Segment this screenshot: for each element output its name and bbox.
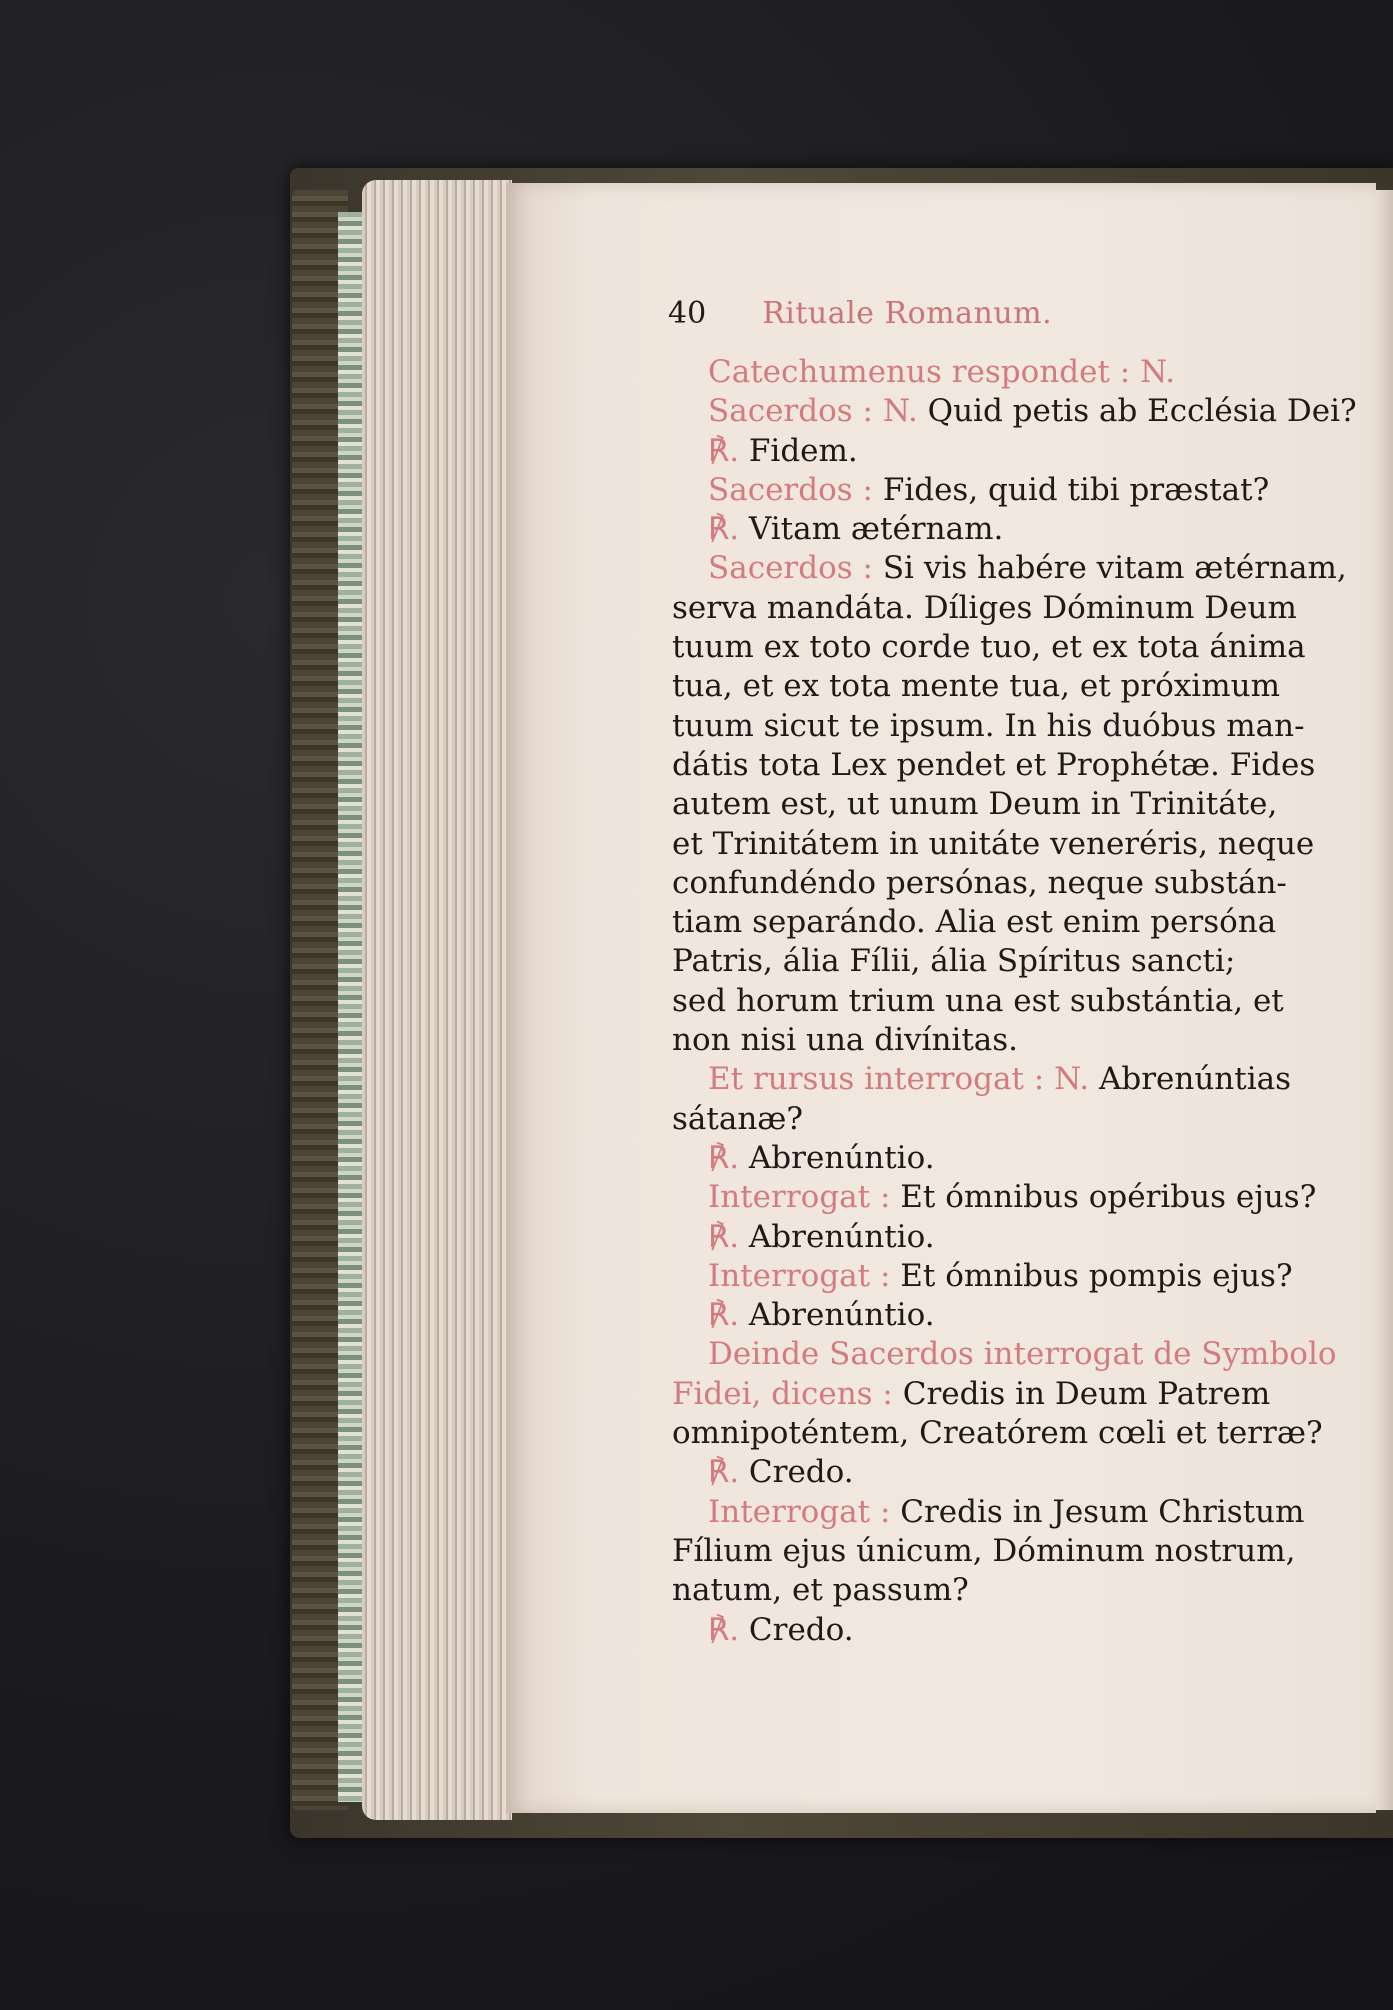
rubric-text: Interrogat : (708, 1179, 891, 1216)
rubric-text: ℟. (708, 432, 740, 469)
body-text: Fides, quid tibi præstat? (872, 471, 1270, 508)
text-line (672, 1021, 1372, 1060)
text-line (672, 1257, 1372, 1296)
text-line (672, 1414, 1372, 1453)
marbled-edge (338, 212, 364, 1802)
rubric-text: Catechumenus respondet : N. (708, 354, 1176, 390)
body-text: natum, et passum? (672, 1572, 969, 1609)
body-text: Si vis habére vitam ætérnam, (872, 550, 1347, 587)
rubric-text: Deinde Sacerdos interrogat de Symbolo (708, 1336, 1337, 1373)
text-line (672, 1571, 1372, 1610)
text-line (672, 1296, 1372, 1335)
text-line (672, 1453, 1372, 1492)
rubric-text: ℟. (708, 1139, 740, 1176)
text-line (672, 864, 1372, 903)
text-line (672, 471, 1372, 510)
running-title: Rituale Romanum. (762, 296, 1053, 331)
body-text: sed horum trium una est substántia, et (672, 982, 1284, 1019)
rubric-text: Fidei, dicens : (672, 1375, 893, 1412)
body-text: confundéndo persónas, neque substán- (672, 864, 1287, 901)
text-line (672, 432, 1372, 471)
page-edge (1376, 190, 1393, 1810)
rubric-text: ℟. (708, 511, 740, 548)
text-line (672, 1218, 1372, 1257)
body-text: dátis tota Lex pendet et Prophétæ. Fides (672, 746, 1316, 783)
rubric-text: Sacerdos : (708, 550, 873, 587)
text-lines (672, 353, 1372, 1650)
body-text: Credo. (739, 1454, 854, 1491)
rubric-text: ℟. (708, 1297, 740, 1334)
text-line (672, 942, 1372, 981)
body-text: Credis in Deum Patrem (892, 1375, 1271, 1412)
body-text: Fidem. (739, 432, 858, 469)
rubric-text: Et rursus interrogat : N. (708, 1061, 1090, 1098)
body-text: tuum sicut te ipsum. In his duóbus man- (672, 707, 1305, 744)
body-text: Abrenúntio. (739, 1297, 935, 1334)
body-text: Abrenúntio. (739, 1139, 935, 1176)
text-line (672, 392, 1372, 431)
rubric-text: Interrogat : (708, 1493, 891, 1530)
text-line (672, 1178, 1372, 1217)
body-text: tuum ex toto corde tuo, et ex tota ánima (672, 629, 1306, 666)
body-text: omnipoténtem, Creatórem cœli et terræ? (672, 1415, 1323, 1452)
text-line (672, 707, 1372, 746)
rubric-text: Interrogat : (708, 1257, 891, 1294)
body-text: Credo. (739, 1611, 854, 1648)
body-text: tua, et ex tota mente tua, et próximum (672, 668, 1280, 705)
text-line (672, 1493, 1372, 1532)
text-body (672, 295, 1372, 1650)
text-line (672, 903, 1372, 942)
body-text: Vitam ætérnam. (739, 511, 1004, 548)
rubric-text: ℟. (708, 1454, 740, 1491)
body-text: tiam separándo. Alia est enim persóna (672, 904, 1277, 941)
body-text: Patris, ália Fílii, ália Spíritus sancti; (672, 943, 1236, 980)
rubric-text: ℟. (708, 1218, 740, 1255)
body-text: et Trinitátem in unitáte veneréris, neque (672, 825, 1315, 862)
body-text: Et ómnibus pompis ejus? (890, 1257, 1293, 1294)
body-text: Fílium ejus únicum, Dóminum nostrum, (672, 1532, 1296, 1569)
text-line (672, 589, 1372, 628)
body-text: sátanæ? (672, 1100, 804, 1137)
text-line (672, 1060, 1372, 1099)
text-line (672, 353, 1372, 392)
body-text: Quid petis ab Ecclésia Dei? (917, 393, 1357, 430)
text-line (672, 1532, 1372, 1571)
text-line (672, 628, 1372, 667)
rubric-text: Sacerdos : (708, 471, 873, 508)
text-line (672, 746, 1372, 785)
text-line (672, 1100, 1372, 1139)
body-text: serva mandáta. Díliges Dóminum Deum (672, 589, 1297, 626)
text-line (672, 549, 1372, 588)
text-line (672, 825, 1372, 864)
rubric-text: ℟. (708, 1611, 740, 1648)
body-text: Abrenúntio. (739, 1218, 935, 1255)
body-text: Abrenúntias (1089, 1061, 1292, 1098)
text-line (672, 1375, 1372, 1414)
text-line (672, 1611, 1372, 1650)
rubric-text: Sacerdos : N. (708, 393, 918, 430)
text-line (672, 510, 1372, 549)
body-text: non nisi una divínitas. (672, 1022, 1019, 1059)
text-line (672, 785, 1372, 824)
text-line (672, 1335, 1372, 1374)
text-line (672, 1139, 1372, 1178)
page-number: 40 (668, 296, 707, 331)
text-line (672, 982, 1372, 1021)
body-text: autem est, ut unum Deum in Trinitáte, (672, 786, 1278, 823)
page-stack (362, 180, 512, 1820)
text-line (672, 667, 1372, 706)
body-text: Credis in Jesum Christum (890, 1493, 1305, 1530)
body-text: Et ómnibus opéribus ejus? (890, 1179, 1317, 1216)
